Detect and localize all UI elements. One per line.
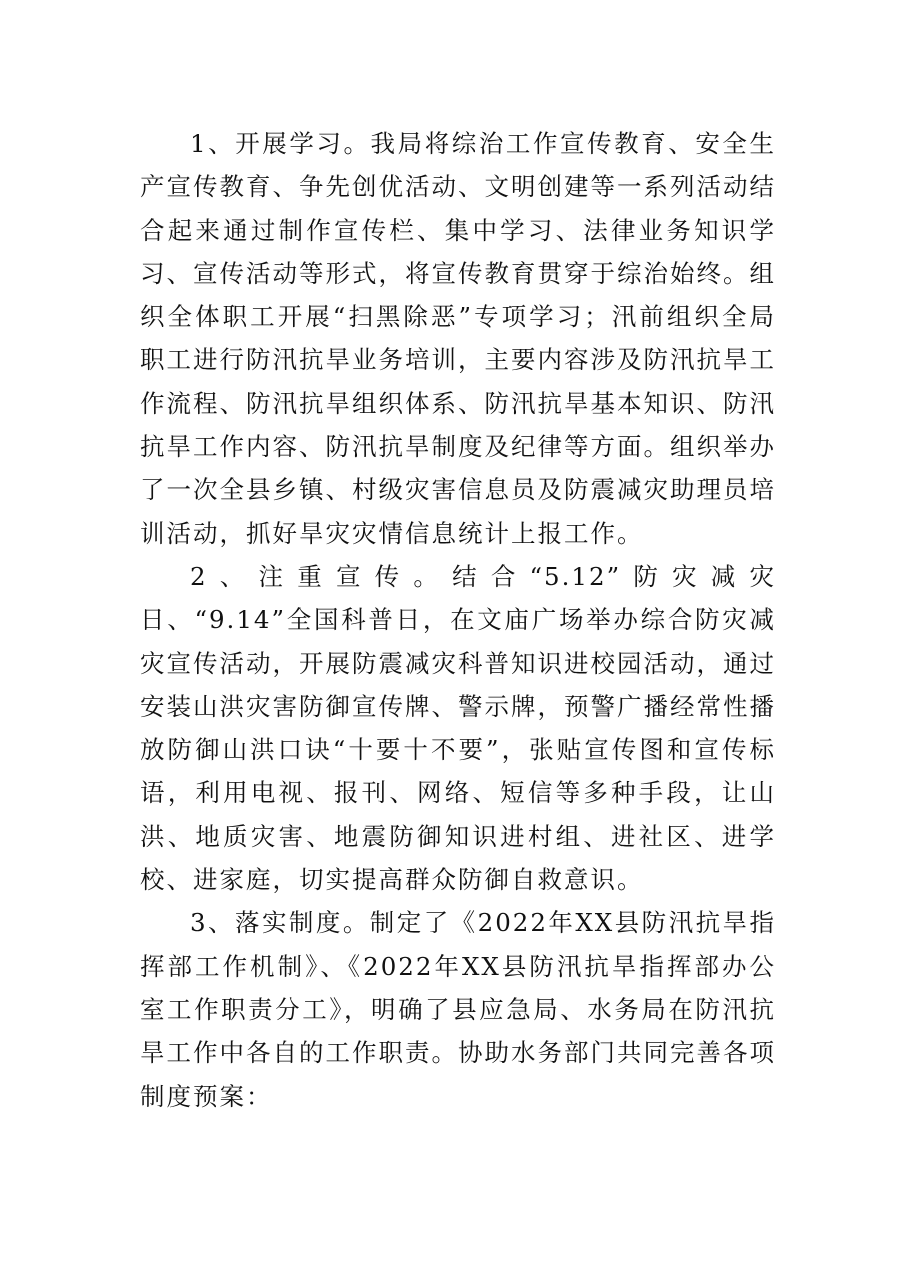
document-body bbox=[140, 122, 776, 1118]
paragraph-system: 3、落实制度。制定了《2022年XX县防汛抗旱指挥部工作机制》、《2022年XX县防汛抗旱指挥部办公室工作职责分工》，明确了县应急局、水务局在防汛抗旱工作中各自的工作职责。协助水务部门共同完善各项制度预案： bbox=[140, 908, 776, 1111]
paragraph-study: 1、开展学习。我局将综治工作宣传教育、安全生产宣传教育、争先创优活动、文明创建等一系列活动结合起来通过制作宣传栏、集中学习、法律业务知识学习、宣传活动等形式，将宣传教育贯穿于综治始终。组织全体职工开展“扫黑除恶”专项学习；汛前组织全局职工进行防汛抗旱业务培训，主要内容涉及防汛抗旱工作流程、防汛抗旱组织体系、防汛抗旱基本知识、防汛抗旱工作内容、防汛抗旱制度及纪律等方面。组织举办了一次全县乡镇、村级灾害信息员及防震减灾助理员培训活动，抓好旱灾灾情信息统计上报工作。 bbox=[140, 129, 776, 548]
paragraph-publicity: 2、注重宣传。结合“5.12”防灾减灾日、“9.14”全国科普日，在文庙广场举办综合防灾减灾宣传活动，开展防震减灾科普知识进校园活动，通过安装山洪灾害防御宣传牌、警示牌，预警广播经常性播放防御山洪口诀“十要十不要”，张贴宣传图和宣传标语，利用电视、报刊、网络、短信等多种手段，让山洪、地质灾害、地震防御知识进村组、进社区、进学校、进家庭，切实提高群众防御自救意识。 bbox=[140, 561, 776, 895]
